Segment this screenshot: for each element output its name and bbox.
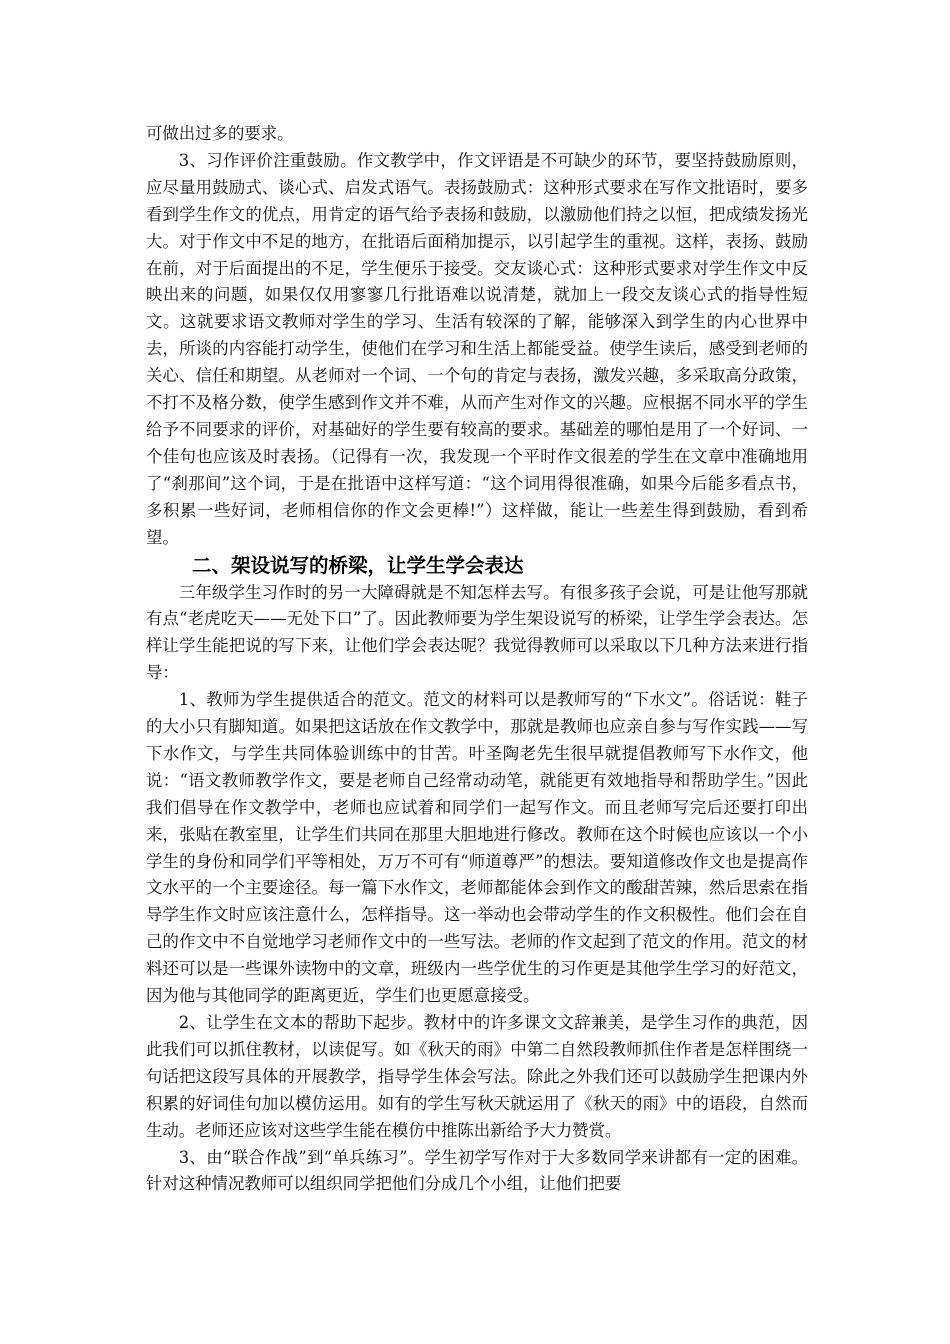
paragraph-model-essay: 1、教师为学生提供适合的范文。范文的材料可以是教师写的“下水文”。俗话说：鞋子的大小只有脚知道。如果把这话放在作文教学中，那就是教师也应亲自参与写作实践——写下水作文，与学生共同体验训练中的甘苦。叶圣陶老先生很早就提倡教师写下水作文，他说：“语文教师教学作文，要是老师自己经常动动笔，就能更有效地指导和帮助学生。”因此我们倡导在作文教学中，老师也应试着和同学们一起写作文。而且老师写完后还要打印出来，张贴在教室里，让学生们共同在那里大胆地进行修改。教师在这个时候也应该以一个小学生的身份和同学们平等相处，万万不可有“师道尊严”的想法。要知道修改作文也是提高作文水平的一个主要途径。每一篇下水作文，老师都能体会到作文的酸甜苦辣，然后思索在指导学生作文时应该注意什么，怎样指导。这一举动也会带动学生的作文积极性。他们会在自己的作文中不自觉地学习老师作文中的一些写法。老师的作文起到了范文的作用。范文的材料还可以是一些课外读物中的文章，班级内一些学优生的习作更是其他学生学习的好范文，因为他与其他同学的距离更近，学生们也更愿意接受。	[146, 690, 808, 1006]
paragraph-evaluation-encouragement: 3、习作评价注重鼓励。作文教学中，作文评语是不可缺少的环节，要坚持鼓励原则，应尽量用鼓励式、谈心式、启发式语气。表扬鼓励式：这种形式要求在写作文批语时，要多看到学生作文的优点，用肯定的语气给予表扬和鼓励，以激励他们持之以恒，把成绩发扬光大。对于作文中不足的地方，在批语后面稍加提示，以引起学生的重视。这样，表扬、鼓励在前，对于后面提出的不足，学生便乐于接受。交友谈心式：这种形式要求对学生作文中反映出来的问题，如果仅仅用寥寥几行批语难以说清楚，就加上一段交友谈心式的指导性短文。这就要求语文教师对学生的学习、生活有较深的了解，能够深入到学生的内心世界中去，所谈的内容能打动学生，使他们在学习和生活上都能受益。使学生读后，感受到老师的关心、信任和期望。从老师对一个词、一个句的肯定与表扬，激发兴趣，多采取高分政策，不打不及格分数，使学生感到作文并不难，从而产生对作文的兴趣。应根据不同水平的学生给予不同要求的评价，对基础好的学生要有较高的要求。基础差的哪怕是用了一个好词、一个佳句也应该及时表扬。（记得有一次，我发现一个平时作文很差的学生在文章中准确地用了“刹那间”这个词，于是在批语中这样写道：“这个词用得很准确，如果今后能多看点书，多积累一些好词，老师相信你的作文会更棒!”）这样做，能让一些差生得到鼓励，看到希望。	[146, 150, 808, 547]
document-body	[146, 121, 808, 1198]
section-heading: 二、架设说写的桥梁，让学生学会表达	[192, 553, 524, 577]
paragraph-text-assisted-start: 2、让学生在文本的帮助下起步。教材中的许多课文文辞兼美，是学生习作的典范，因此我们可以抓住教材，以读促写。如《秋天的雨》中第二自然段教师抓住作者是怎样围绕一句话把这段写具体的开展教学，指导学生体会写法。除此之外我们还可以鼓励学生把课内外积累的好词佳句加以模仿运用。如有的学生写秋天就运用了《秋天的雨》中的语段，自然而生动。老师还应该对这些学生能在模仿中推陈出新给予大力赞赏。	[146, 1013, 808, 1140]
paragraph-group-to-individual: 3、由“联合作战”到“单兵练习”。学生初学写作对于大多数同学来讲都有一定的困难。针对这种情况教师可以组织同学把他们分成几个小组，让他们把要	[146, 1147, 808, 1194]
paragraph-section-intro: 三年级学生习作时的另一大障碍就是不知怎样去写。有很多孩子会说，可是让他写那就有点“老虎吃天——无处下口”了。因此教师要为学生架设说写的桥梁，让学生学会表达。怎样让学生能把说的写下来，让他们学会表达呢？我觉得教师可以采取以下几种方法来进行指导：	[146, 582, 808, 683]
paragraph-continuation: 可做出过多的要求。	[146, 124, 294, 143]
